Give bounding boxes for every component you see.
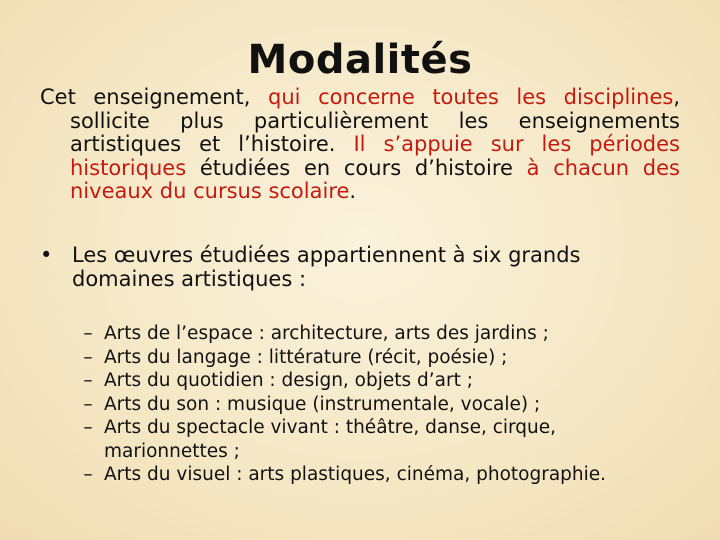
- list-item: [72, 463, 672, 487]
- domain-text: Arts de l’espace : architecture, arts des jardins ;: [104, 323, 549, 344]
- intro-segment: étudiées en cours d’histoire: [186, 155, 527, 180]
- intro-segment: Cet enseignement,: [40, 85, 269, 109]
- bullet-icon: •: [40, 243, 53, 267]
- domains-list: [72, 322, 672, 487]
- domain-text: Arts du langage : littérature (récit, poésie) ;: [104, 346, 508, 368]
- list-item: [72, 369, 672, 393]
- list-item: [72, 393, 672, 417]
- domain-text: Arts du spectacle vivant : théâtre, danse, cirque, marionnettes ;: [104, 417, 557, 462]
- dash-icon: –: [83, 393, 93, 415]
- dash-icon: –: [83, 417, 93, 438]
- intro-segment-highlight: à chacun des niveaux du cursus scolaire: [70, 155, 680, 203]
- slide-title: Modalités: [247, 37, 473, 83]
- dash-icon: –: [83, 346, 93, 368]
- bullet-domains: [40, 243, 660, 291]
- list-item: [72, 416, 672, 463]
- list-item: [72, 322, 672, 346]
- intro-segment-highlight: qui concerne toutes les disciplines: [268, 85, 674, 109]
- intro-segment: , sollicite plus particulièrement les enseignements artistiques et l’histoire.: [70, 85, 680, 156]
- dash-icon: –: [83, 464, 93, 485]
- domain-text: Arts du visuel : arts plastiques, cinéma, photographie.: [104, 464, 607, 485]
- intro-segment: .: [349, 179, 357, 203]
- domain-text: Arts du quotidien : design, objets d’art ;: [104, 370, 473, 391]
- list-item: [72, 346, 672, 370]
- bullet-text: Les œuvres étudiées appartiennent à six grands domaines artistiques :: [72, 243, 581, 291]
- intro-paragraph: [40, 86, 680, 204]
- domain-text: Arts du son : musique (instrumentale, vocale) ;: [104, 393, 541, 415]
- dash-icon: –: [83, 370, 93, 391]
- dash-icon: –: [83, 323, 93, 344]
- intro-segment-highlight: Il s’appuie sur les périodes historiques: [70, 132, 681, 180]
